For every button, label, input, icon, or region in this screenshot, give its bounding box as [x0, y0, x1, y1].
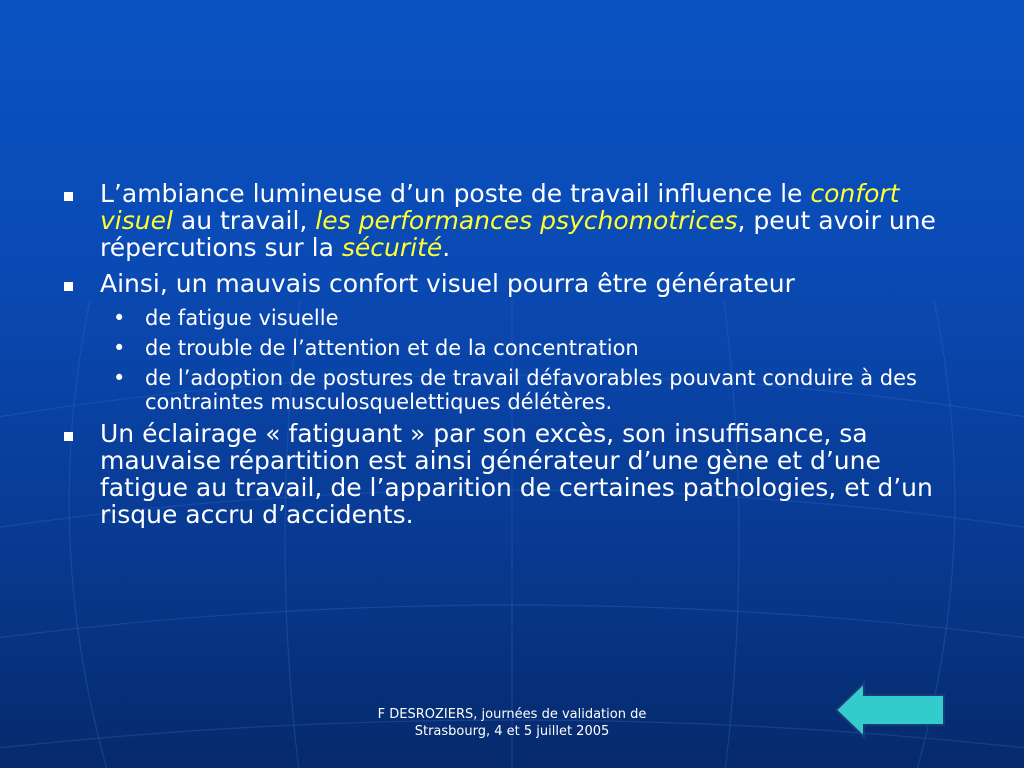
back-arrow-shape[interactable] [836, 683, 944, 737]
round-bullet-icon: • [113, 366, 126, 390]
bullet-1 [60, 180, 960, 261]
square-bullet-icon [64, 432, 73, 441]
sub-bullet-2 [105, 336, 960, 360]
sub-bullet-list [60, 306, 960, 414]
bullet-1-emphasis-confort-visuel: confort visuel [100, 179, 900, 235]
bullet-1-part-7: . [442, 233, 451, 262]
bullet-2-text: Ainsi, un mauvais confort visuel pourra être générateur [100, 269, 795, 298]
sub-bullet-3-text: de l’adoption de postures de travail défavorables pouvant conduire à des contraintes musculosquelettiques délétères. [145, 366, 917, 414]
sub-bullet-2-text: de trouble de l’attention et de la concentration [145, 336, 639, 360]
sub-bullet-3 [105, 366, 960, 414]
bullet-1-part-3: au travail, [172, 206, 316, 235]
bullet-1-part-5: , peut avoir une répercutions sur la [100, 206, 936, 262]
footer-line-2: Strasbourg, 4 et 5 juillet 2005 [414, 724, 610, 739]
round-bullet-icon: • [113, 306, 126, 330]
bullet-3 [60, 420, 960, 528]
sub-bullet-1-text: de fatigue visuelle [145, 306, 339, 330]
bullet-3-text: Un éclairage « fatiguant » par son excès, son insuffisance, sa mauvaise répartition est ainsi générateur d’une gène et d’une fatigue au travail, de l’apparition de certaines pathologies, et d’un risque accru d’accidents. [100, 419, 933, 529]
round-bullet-icon: • [113, 336, 126, 360]
bullet-1-emphasis-performances: les performances psychomotrices [315, 206, 738, 235]
square-bullet-icon [64, 282, 73, 291]
bullet-1-emphasis-securite: sécurité [341, 233, 443, 262]
footer-line-1: F DESROZIERS, journées de validation de [377, 707, 647, 722]
bullet-1-part-1: L’ambiance lumineuse d’un poste de travail influence le [100, 179, 811, 208]
slide-footer [312, 706, 712, 740]
sub-bullet-1 [105, 306, 960, 330]
slide-content [60, 180, 960, 537]
square-bullet-icon [64, 192, 73, 201]
left-arrow-icon[interactable] [832, 680, 948, 740]
bullet-2 [60, 270, 960, 297]
